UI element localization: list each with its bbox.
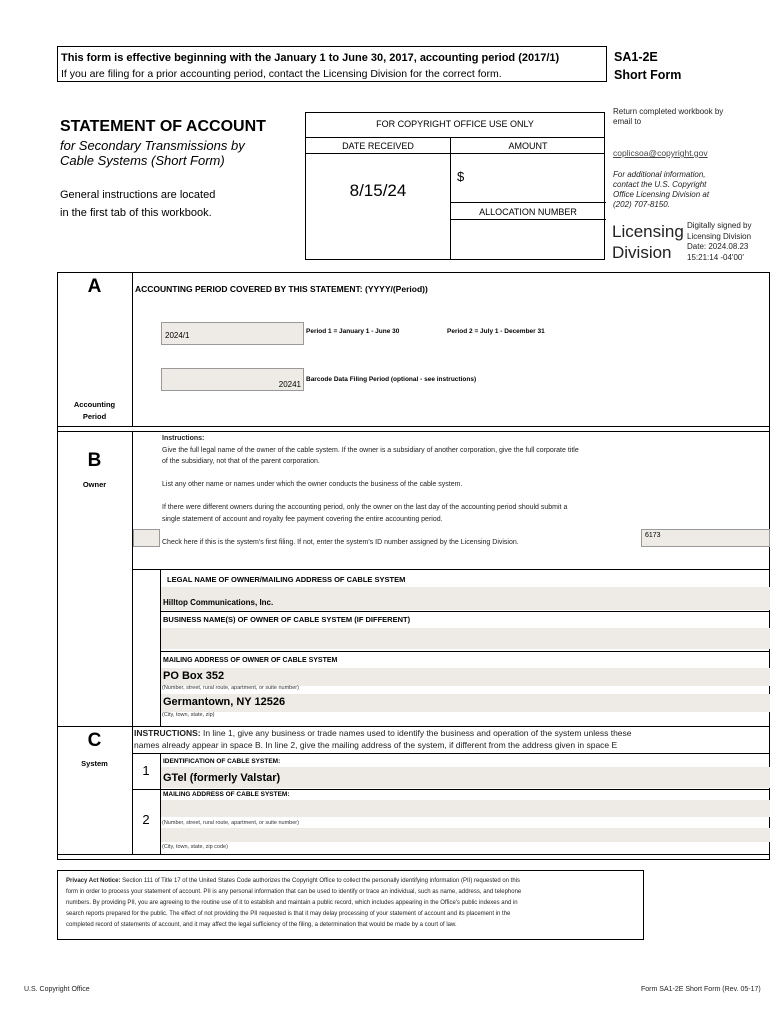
- additional-info-line-2: contact the U.S. Copyright: [613, 180, 707, 189]
- privacy-notice: [66, 876, 521, 931]
- divider: [57, 426, 770, 427]
- divider: [450, 219, 606, 220]
- section-b-letter: B: [87, 450, 102, 471]
- divider: [57, 431, 770, 432]
- line-2-number: 2: [142, 812, 150, 827]
- period-1-note: Period 1 = January 1 - June 30: [306, 328, 400, 335]
- identification-label: IDENTIFICATION OF CABLE SYSTEM:: [163, 758, 281, 765]
- date-received-value[interactable]: 8/15/24: [349, 181, 407, 200]
- owner-city-value: Germantown, NY 12526: [163, 696, 286, 708]
- system-id-input[interactable]: [641, 529, 770, 547]
- return-instructions: [613, 107, 723, 127]
- divider: [450, 137, 451, 260]
- prior-period-line: If you are filing for a prior accounting period, contact the Licensing Division for the correct form.: [61, 68, 502, 80]
- privacy-line-4: search reports prepared for the public. The effect of not providing the PII requested is that it may delay processing of your statement of account and its placement in the: [66, 911, 511, 917]
- system-street-hint: (Number, street, rural route, apartment, or suite number): [162, 820, 299, 826]
- signature-name: [612, 221, 684, 263]
- section-c-instructions-text: In line 1, give any business or trade names used to identify the business and operation of the system unless these: [200, 728, 632, 738]
- return-line-1: Return completed workbook by: [613, 107, 724, 116]
- identification-input[interactable]: [161, 767, 770, 788]
- footer-left: U.S. Copyright Office: [24, 986, 90, 993]
- return-line-2: email to: [613, 117, 642, 126]
- office-use-heading: FOR COPYRIGHT OFFICE USE ONLY: [376, 119, 534, 129]
- period-2-note: Period 2 = July 1 - December 31: [447, 328, 545, 335]
- divider: [160, 611, 770, 612]
- owner-city-input[interactable]: [161, 694, 770, 712]
- section-c-instructions-1: [134, 728, 632, 738]
- form-type: Short Form: [614, 68, 682, 82]
- divider: [57, 854, 770, 855]
- divider: [132, 431, 133, 726]
- line-1-number: 1: [142, 763, 150, 778]
- system-mailing-label: MAILING ADDRESS OF CABLE SYSTEM:: [163, 791, 290, 798]
- identification-value: GTel (formerly Valstar): [163, 772, 281, 784]
- signature-detail-4: 15:21:14 -04'00': [687, 252, 744, 262]
- page-title: STATEMENT OF ACCOUNT: [60, 118, 266, 135]
- general-instructions-line-2: in the first tab of this workbook.: [60, 207, 212, 219]
- section-c-instructions-bold: INSTRUCTIONS:: [134, 728, 201, 738]
- divider: [132, 726, 133, 854]
- divider: [132, 753, 770, 754]
- section-b-instruction-5: single statement of account and royalty fee payment covering the entire accounting period.: [162, 516, 443, 523]
- page-subtitle: [60, 138, 245, 168]
- divider: [450, 202, 606, 203]
- owner-street-hint: (Number, street, rural route, apartment, or suite number): [162, 685, 299, 691]
- allocation-number-label: ALLOCATION NUMBER: [479, 207, 577, 217]
- system-street-input[interactable]: [161, 800, 770, 817]
- divider: [132, 569, 770, 570]
- first-filing-text: Check here if this is the system's first filing. If not, enter the system's ID number assigned by the Licensing Division.: [162, 539, 519, 546]
- divider: [132, 272, 133, 426]
- accounting-period-input[interactable]: [161, 322, 304, 345]
- owner-street-input[interactable]: [161, 668, 770, 686]
- privacy-heading: Privacy Act Notice:: [66, 878, 121, 884]
- barcode-label: Barcode Data Filing Period (optional - see instructions): [306, 376, 477, 383]
- subtitle-line-1: for Secondary Transmissions by: [60, 138, 245, 153]
- accounting-period-value: 2024/1: [165, 331, 190, 340]
- privacy-line-3: numbers. By providing PII, you are agreeing to the routine use of it to establish and maintain a public record, which includes appearing in the Office's public indexes and in: [66, 900, 518, 906]
- barcode-period-input[interactable]: [161, 368, 304, 391]
- footer-right: Form SA1-2E Short Form (Rev. 05-17): [641, 986, 761, 993]
- section-c-side-label: System: [81, 759, 108, 768]
- section-c-letter: C: [87, 730, 102, 751]
- section-b-instruction-1: Give the full legal name of the owner of the cable system. If the owner is a subsidiary of another corporation, give the full corporate title: [162, 447, 579, 454]
- section-b-instruction-3: List any other name or names under which the owner conducts the business of the cable system.: [162, 481, 463, 488]
- privacy-line-1-text: Section 111 of Title 17 of the United States Code authorizes the Copyright Office to collect the personally identifying information (PII) requested on this: [120, 878, 521, 884]
- legal-name-value: Hilltop Communications, Inc.: [163, 598, 274, 607]
- legal-name-label: LEGAL NAME OF OWNER/MAILING ADDRESS OF CABLE SYSTEM: [167, 575, 406, 584]
- general-instructions-line-1: General instructions are located: [60, 189, 216, 201]
- date-received-label: DATE RECEIVED: [342, 141, 414, 151]
- signature-name-line-1: Licensing: [612, 222, 684, 241]
- section-a-side-label: [57, 399, 132, 423]
- business-names-input[interactable]: [161, 628, 770, 649]
- owner-city-hint: (City, town, state, zip): [162, 712, 215, 718]
- section-b-instructions-heading: Instructions:: [162, 435, 205, 442]
- barcode-period-value: 20241: [278, 380, 301, 389]
- additional-info-line-3: Office Licensing Division at: [613, 190, 710, 199]
- amount-label: AMOUNT: [508, 141, 548, 151]
- system-city-hint: (City, town, state, zip code): [162, 844, 228, 850]
- email-link[interactable]: coplicsoa@copyright.gov: [613, 148, 708, 158]
- section-a-side-label-2: Period: [82, 412, 107, 421]
- section-a-side-label-1: Accounting: [73, 400, 116, 409]
- additional-info-line-4: (202) 707-8150.: [613, 200, 670, 209]
- privacy-line-2: form in order to process your statement of account. PII is any personal information that can be used to identify or trace an individual, such as name, address, and telephone: [66, 889, 522, 895]
- additional-info-line-1: For additional information,: [613, 170, 706, 179]
- business-names-label: BUSINESS NAME(S) OF OWNER OF CABLE SYSTEM (IF DIFFERENT): [163, 615, 411, 624]
- subtitle-line-2: Cable Systems (Short Form): [60, 153, 225, 168]
- signature-detail-3: Date: 2024.08.23: [687, 242, 749, 251]
- privacy-line-5: completed record of statements of account, and it may affect the legal sufficiency of the filing, a determination that would be made by a court of law.: [66, 922, 457, 928]
- divider: [306, 137, 604, 138]
- first-filing-checkbox[interactable]: [133, 529, 160, 547]
- owner-street-value: PO Box 352: [163, 670, 225, 682]
- signature-details: [687, 221, 751, 263]
- section-b-side-label: Owner: [82, 480, 107, 489]
- copyright-office-box: [305, 112, 605, 260]
- form-id: SA1-2E: [614, 50, 658, 64]
- section-c-instructions-2: names already appear in space B. In line 2, give the mailing address of the system, if different from the address given in space E: [134, 740, 618, 750]
- system-id-value: 6173: [645, 532, 661, 539]
- signature-name-line-2: Division: [612, 243, 672, 262]
- signature-detail-2: Licensing Division: [687, 231, 752, 241]
- privacy-line-1: [66, 876, 521, 887]
- additional-info: [613, 170, 709, 210]
- legal-name-input[interactable]: [161, 587, 770, 610]
- section-b-instruction-4: If there were different owners during the accounting period, only the owner on the last day of the accounting period should submit a: [162, 504, 568, 511]
- divider: [160, 651, 770, 652]
- amount-dollar-sign: $: [457, 169, 465, 184]
- divider: [57, 726, 770, 727]
- section-b-instruction-2: of the subsidiary, not that of the parent corporation.: [162, 458, 320, 465]
- effective-line: This form is effective beginning with the January 1 to June 30, 2017, accounting period (2017/1): [61, 52, 560, 64]
- section-a-letter: A: [87, 276, 102, 297]
- divider: [306, 153, 604, 154]
- general-instructions: [60, 186, 215, 222]
- section-a-heading: ACCOUNTING PERIOD COVERED BY THIS STATEMENT: (YYYY/(Period)): [135, 284, 428, 294]
- signature-detail-1: Digitally signed by: [687, 221, 752, 230]
- system-city-input[interactable]: [161, 828, 770, 842]
- owner-mailing-label: MAILING ADDRESS OF OWNER OF CABLE SYSTEM: [163, 657, 338, 664]
- divider: [132, 789, 770, 790]
